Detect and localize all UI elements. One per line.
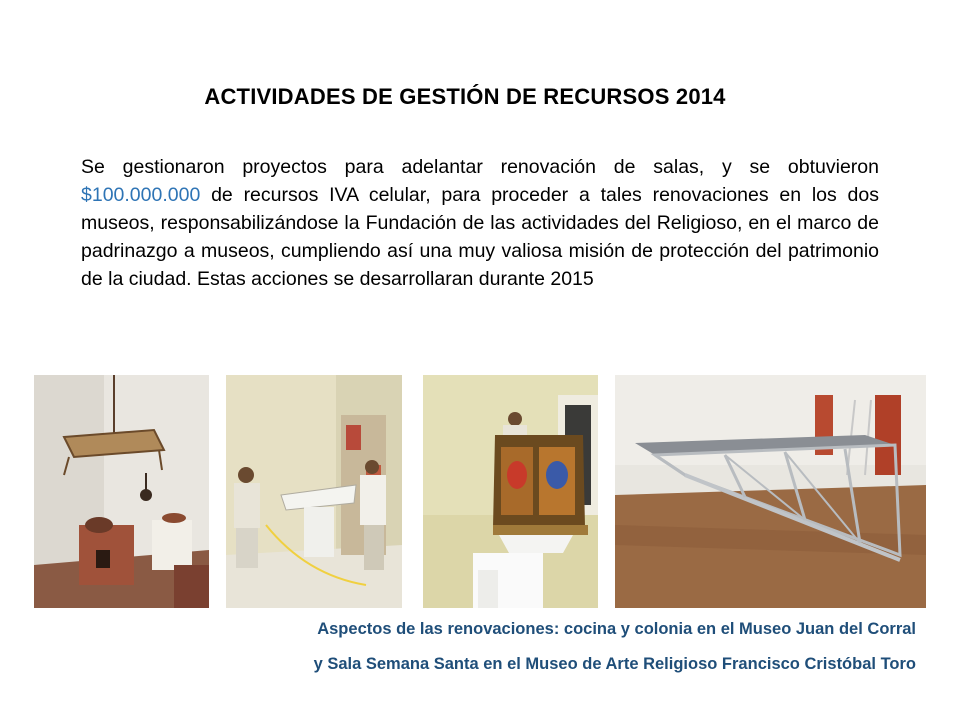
workers-spraying-photo [226, 375, 402, 608]
metal-frame-photo [615, 375, 926, 608]
caption-line-2: y Sala Semana Santa en el Museo de Arte Religioso Francisco Cristóbal Toro [313, 655, 916, 673]
caption-line-1: Aspectos de las renovaciones: cocina y colonia en el Museo Juan del Corral [317, 620, 916, 638]
body-paragraph [81, 153, 879, 293]
paragraph-text-start: Se gestionaron proyectos para adelantar renovación de salas, y se obtuvieron [81, 156, 879, 178]
amount-highlight: $100.000.000 [81, 184, 201, 206]
kitchen-photo [34, 375, 209, 608]
slide-title: ACTIVIDADES DE GESTIÓN DE RECURSOS 2014 [204, 84, 726, 109]
paragraph-text-end: de recursos IVA celular, para proceder a tales renovaciones en los dos museos, responsabilizándose la Fundación de las actividades del Religioso, en el marco de padrinazgo a museos, cumpliendo así una muy valiosa misión de protección del patrimonio de la ciudad. Estas acciones se desarrollaran durante 2015 [81, 184, 879, 290]
pulpit-photo [423, 375, 598, 608]
